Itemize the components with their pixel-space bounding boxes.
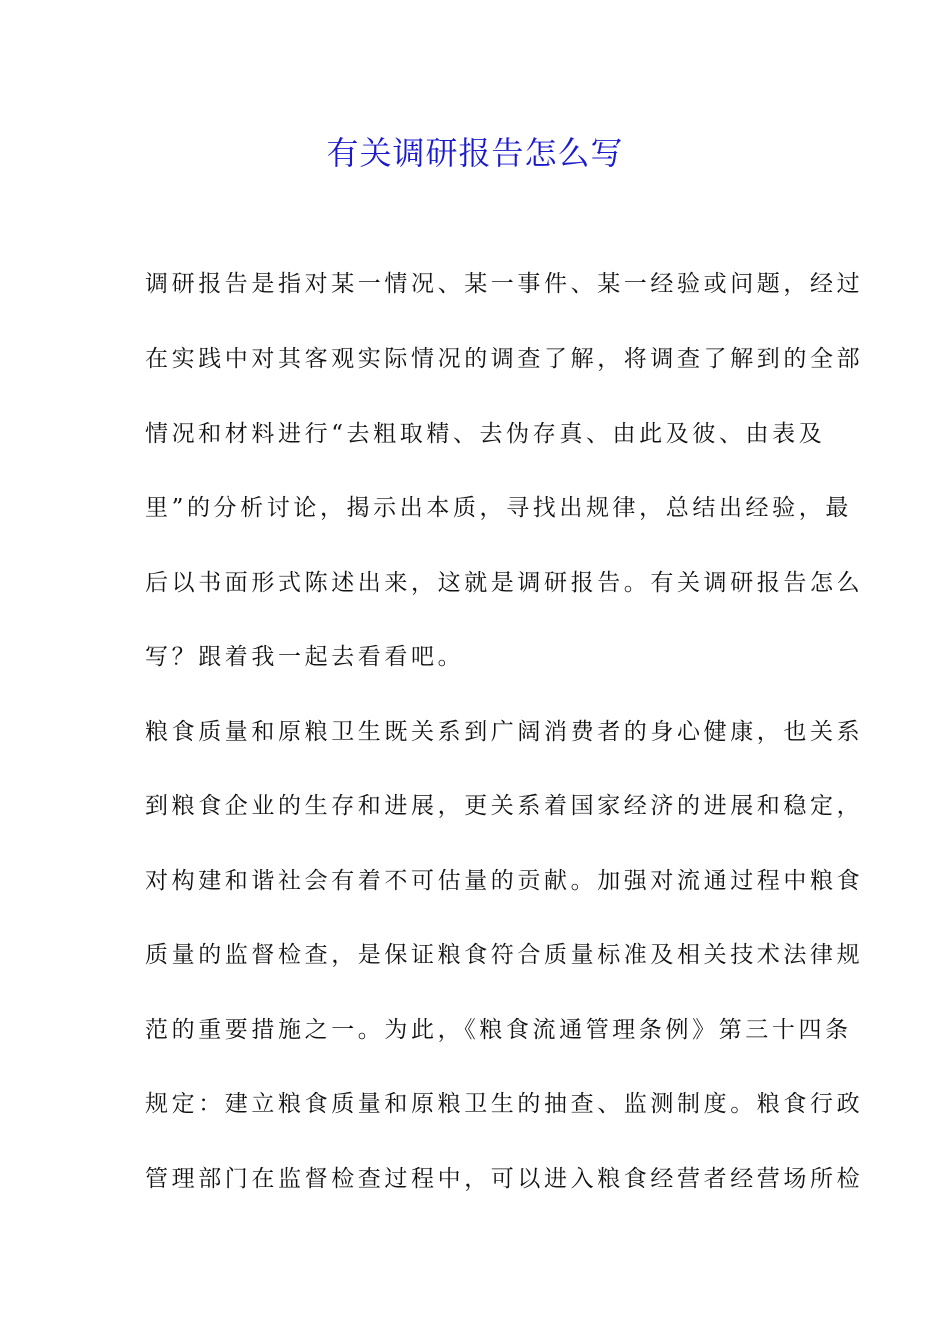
body-text-line: 写？跟着我一起去看看吧。: [145, 644, 465, 670]
document-title: 有关调研报告怎么写: [326, 134, 624, 172]
body-text-line: 管理部门在监督检查过程中，可以进入粮食经营者经营场所检: [145, 1166, 864, 1192]
body-text-line: 粮食质量和原粮卫生既关系到广阔消费者的身心健康，也关系: [145, 719, 864, 745]
body-text-line: 范的重要措施之一。为此，《粮食流通管理条例》第三十四条: [145, 1017, 852, 1043]
body-text-line: 规定：建立粮食质量和原粮卫生的抽查、监测制度。粮食行政: [145, 1091, 864, 1117]
body-text-line: 对构建和谐社会有着不可估量的贡献。加强对流通过程中粮食: [145, 868, 864, 894]
body-text-line: 在实践中对其客观实际情况的调查了解，将调查了解到的全部: [145, 346, 864, 372]
body-text-line: 后以书面形式陈述出来，这就是调研报告。有关调研报告怎么: [145, 570, 864, 596]
body-text-line: 到粮食企业的生存和进展，更关系着国家经济的进展和稳定，: [145, 793, 864, 819]
body-text-line: 里”的分析讨论，揭示出本质，寻找出规律，总结出经验，最: [145, 495, 852, 521]
body-text-line: 情况和材料进行“去粗取精、去伪存真、由此及彼、由表及: [145, 421, 826, 447]
body-text-line: 质量的监督检查，是保证粮食符合质量标准及相关技术法律规: [145, 942, 864, 968]
body-text-line: 调研报告是指对某一情况、某一事件、某一经验或问题，经过: [145, 271, 864, 297]
